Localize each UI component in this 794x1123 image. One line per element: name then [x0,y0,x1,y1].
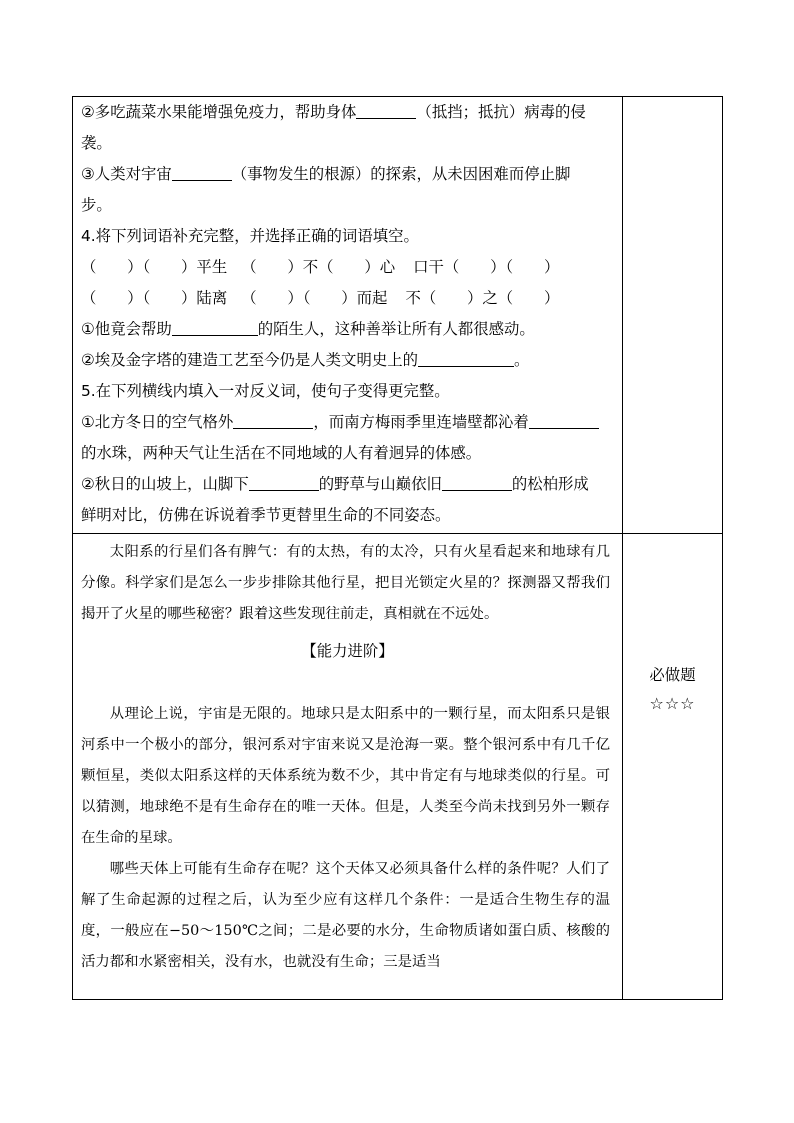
answer-blank[interactable] [418,350,514,367]
answer-blank[interactable] [172,164,232,181]
idiom-row-1 [73,252,622,283]
idiom-row-2 [73,283,622,314]
question-5: 5.在下列横线内填入一对反义词，使句子变得更完整。 [81,382,450,400]
reading-row [73,534,723,1000]
star-rating-icon: ☆☆☆ [649,694,696,713]
text: 的野草与山巅依旧 [318,475,442,493]
idiom-item: （ ）不（ ）心 [241,258,396,276]
question-4: 4.将下列词语补充完整，并选择正确的词语填空。 [81,227,419,245]
exercise-cell [73,97,623,534]
text: ②多吃蔬菜水果能增强免疫力，帮助身体 [81,103,357,121]
idiom-item: （ ）（ ）而起 [241,289,388,307]
answer-blank[interactable] [529,412,599,429]
text: （事物发生的根源）的探索，从未因困难而停止脚 [231,165,571,183]
answer-blank[interactable] [442,474,512,491]
sentence-1 [73,314,622,345]
idiom-item: 不（ ）之（ ） [405,289,560,307]
worksheet-table [72,96,723,1000]
answer-blank[interactable] [249,474,319,491]
sentence-4 [73,469,622,500]
side-cell-empty [623,97,723,534]
intro-paragraph: 太阳系的行星们各有脾气：有的太热，有的太冷，只有火星看起来和地球有几分像。科学家们是怎么一步步排除其他行星，把目光锁定火星的？探测器又帮我们揭开了火星的哪些秘密？跟着这些发现往前走，真相就在不远处。 [81,544,610,622]
line-3-continue: 步。 [81,196,112,214]
line-2-continue: 袭。 [81,134,112,152]
text: ①北方冬日的空气格外 [81,413,234,431]
idiom-item: （ ）（ ）陆离 [81,289,228,307]
answer-blank[interactable] [356,102,416,119]
sentence-3 [73,407,622,438]
text: 。 [514,351,530,369]
answer-blank[interactable] [172,319,258,336]
section-title: 【能力进阶】 [301,642,394,660]
text: ②秋日的山坡上，山脚下 [81,475,249,493]
answer-blank[interactable] [233,412,313,429]
text: 的陌生人，这种善举让所有人都很感动。 [257,320,535,338]
text: ③人类对宇宙 [81,165,172,183]
text: ①他竟会帮助 [81,320,172,338]
idiom-item: 口干（ ）（ ） [413,258,560,276]
difficulty-cell [623,534,723,1000]
sentence-2 [73,345,622,376]
text: ②埃及金字塔的建造工艺至今仍是人类文明史上的 [81,351,419,369]
reading-paragraph-1: 从理论上说，宇宙是无限的。地球只是太阳系中的一颗行星，而太阳系只是银河系中一个极小的部分，银河系对宇宙来说又是沧海一粟。整个银河系中有几千亿颗恒星，类似太阳系这样的天体系统为数不少，其中肯定有与地球类似的行星。可以猜测，地球绝不是有生命存在的唯一天体。但是，人类至今尚未找到另外一颗存在生命的星球。 [81,706,610,846]
line-3-sentence [73,159,622,190]
sentence-3-continue: 的水珠，两种天气让生活在不同地域的人有着迥异的体感。 [81,444,482,462]
idiom-item: （ ）（ ）平生 [81,258,228,276]
exercise-row [73,97,723,534]
line-2-sentence [73,97,622,128]
text: ，而南方梅雨季里连墙壁都沁着 [313,413,529,431]
reading-cell [73,534,623,1000]
text: 的松柏形成 [511,475,589,493]
required-label: 必做题 [649,666,696,684]
sentence-4-continue: 鲜明对比，仿佛在诉说着季节更替里生命的不同姿态。 [81,506,451,524]
text: （抵挡；抵抗）病毒的侵 [416,103,586,121]
reading-paragraph-2: 哪些天体上可能有生命存在呢？这个天体又必须具备什么样的条件呢？人们了解了生命起源的过程之后，认为至少应有这样几个条件：一是适合生物生存的温度，一般应在−50～150℃之间；二是必要的水分，生命物质诸如蛋白质、核酸的活力都和水紧密相关，没有水，也就没有生命；三是适当 [81,861,610,970]
